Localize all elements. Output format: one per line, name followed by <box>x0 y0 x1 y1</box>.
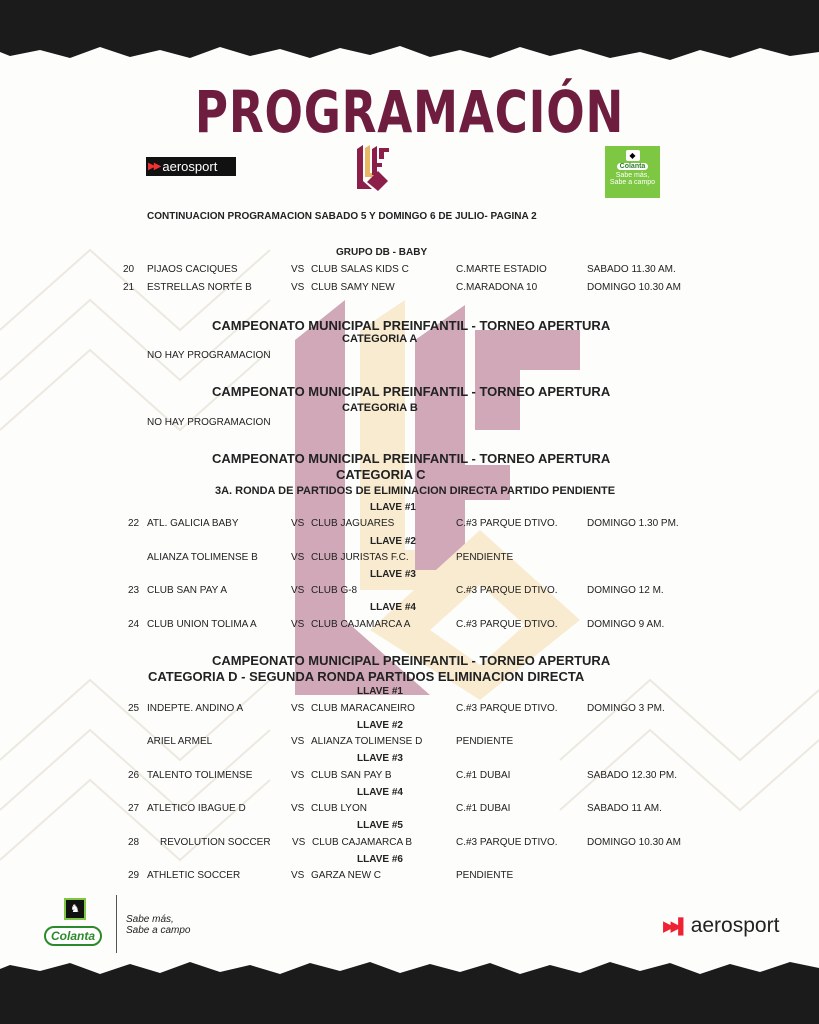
llave-label: LLAVE #1 <box>370 502 416 513</box>
away-team: ALIANZA TOLIMENSE D <box>311 736 423 747</box>
vs-label: VS <box>291 736 305 747</box>
venue: C.#3 PARQUE DTIVO. <box>456 585 558 596</box>
vs-label: VS <box>291 585 305 596</box>
vs-label: VS <box>291 803 305 814</box>
colanta-logo-text: Colanta <box>617 163 649 170</box>
venue: C.#3 PARQUE DTIVO. <box>456 619 558 630</box>
match-number: 23 <box>128 585 140 596</box>
section-title: CAMPEONATO MUNICIPAL PREINFANTIL - TORNEO APERTURA <box>212 318 611 333</box>
fast-forward-icon: ▶▶▌ <box>663 918 685 935</box>
away-team: CLUB CAJAMARCA B <box>312 837 413 848</box>
vs-label: VS <box>291 870 305 881</box>
home-team: ESTRELLAS NORTE B <box>147 282 252 293</box>
away-team: CLUB SAN PAY B <box>311 770 392 781</box>
vs-label: VS <box>291 770 305 781</box>
subtitle: CONTINUACION PROGRAMACION SABADO 5 Y DOMINGO 6 DE JULIO- PAGINA 2 <box>147 211 537 222</box>
venue: C.#3 PARQUE DTIVO. <box>456 518 558 529</box>
colanta-logo <box>605 146 660 198</box>
away-team: CLUB JAGUARES <box>311 518 395 529</box>
match-time: SABADO 11 AM. <box>587 803 662 814</box>
section-title: CAMPEONATO MUNICIPAL PREINFANTIL - TORNEO APERTURA <box>212 653 611 668</box>
match-number: 20 <box>123 264 135 275</box>
match-number: 22 <box>128 518 140 529</box>
match-number: 26 <box>128 770 140 781</box>
venue: PENDIENTE <box>456 552 514 563</box>
away-team: CLUB LYON <box>311 803 367 814</box>
away-team: CLUB SALAS KIDS C <box>311 264 409 275</box>
match-number: 24 <box>128 619 140 630</box>
aerosport-logo-text: aerosport <box>162 159 218 174</box>
match-time: SABADO 12.30 PM. <box>587 770 678 781</box>
llave-label: LLAVE #2 <box>370 536 416 547</box>
round-title: 3A. RONDA DE PARTIDOS DE ELIMINACION DIRECTA PARTIDO PENDIENTE <box>215 485 616 497</box>
away-team: CLUB MARACANEIRO <box>311 703 415 714</box>
match-time: DOMINGO 10.30 AM <box>587 282 681 293</box>
venue: C.MARTE ESTADIO <box>456 264 547 275</box>
group-title: GRUPO DB - BABY <box>336 247 428 258</box>
vs-label: VS <box>291 552 305 563</box>
section-title: CAMPEONATO MUNICIPAL PREINFANTIL - TORNEO APERTURA <box>212 451 611 466</box>
home-team: CLUB SAN PAY A <box>147 585 228 596</box>
llave-label: LLAVE #5 <box>357 820 403 831</box>
colanta-slogan-1: Sabe más, <box>615 172 650 179</box>
llave-label: LLAVE #6 <box>357 854 403 865</box>
vs-label: VS <box>291 282 305 293</box>
venue: PENDIENTE <box>456 870 514 881</box>
category-title: CATEGORIA D - SEGUNDA RONDA PARTIDOS ELIMINACION DIRECTA <box>148 669 585 684</box>
home-team: ATL. GALICIA BABY <box>147 518 239 529</box>
torn-paper-bottom <box>0 954 819 1024</box>
vs-label: VS <box>291 703 305 714</box>
match-number: 21 <box>123 282 135 293</box>
no-schedule-note: NO HAY PROGRAMACION <box>147 417 271 428</box>
llave-label: LLAVE #4 <box>370 602 416 613</box>
away-team: CLUB JURISTAS F.C. <box>311 552 409 563</box>
away-team: CLUB CAJAMARCA A <box>311 619 411 630</box>
aerosport-bottom-logo-text: aerosport <box>690 914 780 937</box>
colanta-bottom-slogan-2: Sabe a campo <box>126 925 191 936</box>
colanta-bottom-logo <box>44 898 102 946</box>
llf-small-logo <box>354 145 390 193</box>
cow-icon: ♞ <box>64 898 86 920</box>
category-title: CATEGORIA A <box>342 333 418 345</box>
home-team: PIJAOS CACIQUES <box>147 264 238 275</box>
home-team: INDEPTE. ANDINO A <box>147 703 244 714</box>
vs-label: VS <box>291 518 305 529</box>
vs-label: VS <box>291 264 305 275</box>
venue: C.#1 DUBAI <box>456 803 511 814</box>
venue: C.#1 DUBAI <box>456 770 511 781</box>
venue: PENDIENTE <box>456 736 514 747</box>
match-number: 27 <box>128 803 140 814</box>
venue: C.#3 PARQUE DTIVO. <box>456 703 558 714</box>
colanta-bottom-slogan-1: Sabe más, <box>126 914 174 925</box>
match-number: 28 <box>128 837 140 848</box>
away-team: CLUB SAMY NEW <box>311 282 395 293</box>
home-team: REVOLUTION SOCCER <box>160 837 271 848</box>
divider <box>116 895 117 953</box>
llave-label: LLAVE #4 <box>357 787 403 798</box>
vs-label: VS <box>292 837 306 848</box>
home-team: ATLETICO IBAGUE D <box>147 803 246 814</box>
llave-label: LLAVE #1 <box>357 686 403 697</box>
home-team: ATHLETIC SOCCER <box>147 870 241 881</box>
match-time: DOMINGO 10.30 AM <box>587 837 681 848</box>
match-time: DOMINGO 1.30 PM. <box>587 518 679 529</box>
aerosport-logo <box>146 157 236 176</box>
cow-icon: ◆ <box>626 150 640 161</box>
section-title: CAMPEONATO MUNICIPAL PREINFANTIL - TORNEO APERTURA <box>212 384 611 399</box>
aerosport-bottom-logo <box>663 914 779 938</box>
colanta-slogan-2: Sabe a campo <box>609 179 656 186</box>
torn-paper-top <box>0 0 819 70</box>
category-title: CATEGORIA B <box>342 402 418 414</box>
llave-label: LLAVE #3 <box>370 569 416 580</box>
match-time: DOMINGO 3 PM. <box>587 703 665 714</box>
home-team: ALIANZA TOLIMENSE B <box>147 552 258 563</box>
match-time: SABADO 11.30 AM. <box>587 264 676 275</box>
colanta-bottom-slogan <box>126 914 191 936</box>
no-schedule-note: NO HAY PROGRAMACION <box>147 350 271 361</box>
away-team: CLUB G-8 <box>311 585 358 596</box>
colanta-bottom-logo-text: Colanta <box>44 926 102 946</box>
llave-label: LLAVE #2 <box>357 720 403 731</box>
fast-forward-icon: ▶▶ <box>148 161 160 172</box>
away-team: GARZA NEW C <box>311 870 382 881</box>
match-number: 25 <box>128 703 140 714</box>
home-team: TALENTO TOLIMENSE <box>147 770 253 781</box>
venue: C.MARADONA 10 <box>456 282 538 293</box>
vs-label: VS <box>291 619 305 630</box>
page-title: PROGRAMACIÓN <box>194 78 625 146</box>
category-title: CATEGORIA C <box>336 467 426 482</box>
match-time: DOMINGO 12 M. <box>587 585 664 596</box>
home-team: CLUB UNION TOLIMA A <box>147 619 257 630</box>
match-number: 29 <box>128 870 140 881</box>
llave-label: LLAVE #3 <box>357 753 403 764</box>
venue: C.#3 PARQUE DTIVO. <box>456 837 558 848</box>
match-time: DOMINGO 9 AM. <box>587 619 665 630</box>
home-team: ARIEL ARMEL <box>147 736 213 747</box>
